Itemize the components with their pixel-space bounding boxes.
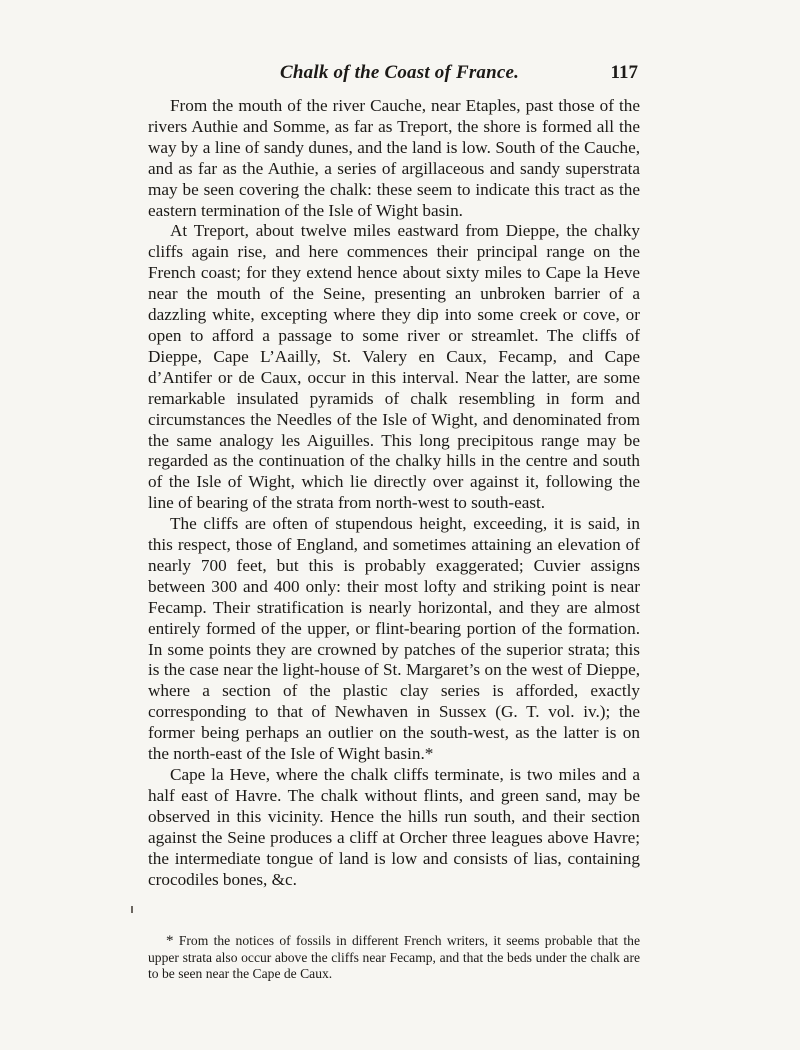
body-text [148,96,640,890]
paragraph: Cape la Heve, where the chalk cliffs terminate, is two miles and a half east of Havre. The chalk without flints, and green sand, may be observed in this vicinity. Hence the hills run south, and their section against the Seine produces a cliff at Orcher three leagues above Havre; the intermediate tongue of land is low and consists of lias, containing crocodiles bones, &c. [148,765,640,889]
footnote [148,933,640,983]
footnote-body: From the notices of fossils in different French writers, it seems probable that the upper strata also occur above the cliffs near Fecamp, and that the beds under the chalk are to be seen near the Cape de Caux. [148,933,640,982]
running-head [150,62,638,88]
footnote-text [148,933,640,983]
page-number: 117 [610,62,638,83]
footnote-marker: * [166,933,174,949]
paragraph: At Treport, about twelve miles eastward from Dieppe, the chalky cliffs again rise, and here commences their principal range on the French coast; for they extend hence about sixty miles to Cape la Heve near the mouth of the Seine, presenting an unbroken barrier of a dazzling white, excepting where they dip into some creek or cove, or open to afford a passage to some river or streamlet. The cliffs of Dieppe, Cape L’Aailly, St. Valery en Caux, Fecamp, and Cape d’Antifer or de Caux, occur in this interval. Near the latter, are some remarkable insulated pyramids of chalk resembling in form and circumstances the Needles of the Isle of Wight, and denominated from the same analogy les Aiguilles. This long precipitous range may be regarded as the continuation of the chalky hills in the centre and south of the Isle of Wight, which lie directly over against it, following the line of bearing of the strata from north-west to south-east. [148,221,640,513]
paragraph: The cliffs are often of stupendous height, exceeding, it is said, in this respect, those of England, and sometimes attaining an elevation of nearly 700 feet, but this is probably exaggerated; Cuvier assigns between 300 and 400 only: their most lofty and striking point is near Fecamp. Their stratification is nearly horizontal, and they are almost entirely formed of the upper, or flint-bearing portion of the formation. In some points they are crowned by patches of the superior strata; this is the case near the light-house of St. Margaret’s on the west of Dieppe, where a section of the plastic clay series is afforded, exactly corresponding to that of Newhaven in Sussex (G. T. vol. iv.); the former being perhaps an outlier on the south-west, as the latter is on the north-east of the Isle of Wight basin.* [148,514,640,764]
paragraph: From the mouth of the river Cauche, near Etaples, past those of the rivers Authie and Somme, as far as Treport, the shore is formed all the way by a line of sandy dunes, and the land is low. South of the Cauche, and as far as the Authie, a series of argillaceous and sandy superstrata may be seen covering the chalk: these seem to indicate this tract as the eastern termination of the Isle of Wight basin. [148,96,640,220]
running-title: Chalk of the Coast of France. [280,62,520,83]
margin-mark [131,906,133,913]
